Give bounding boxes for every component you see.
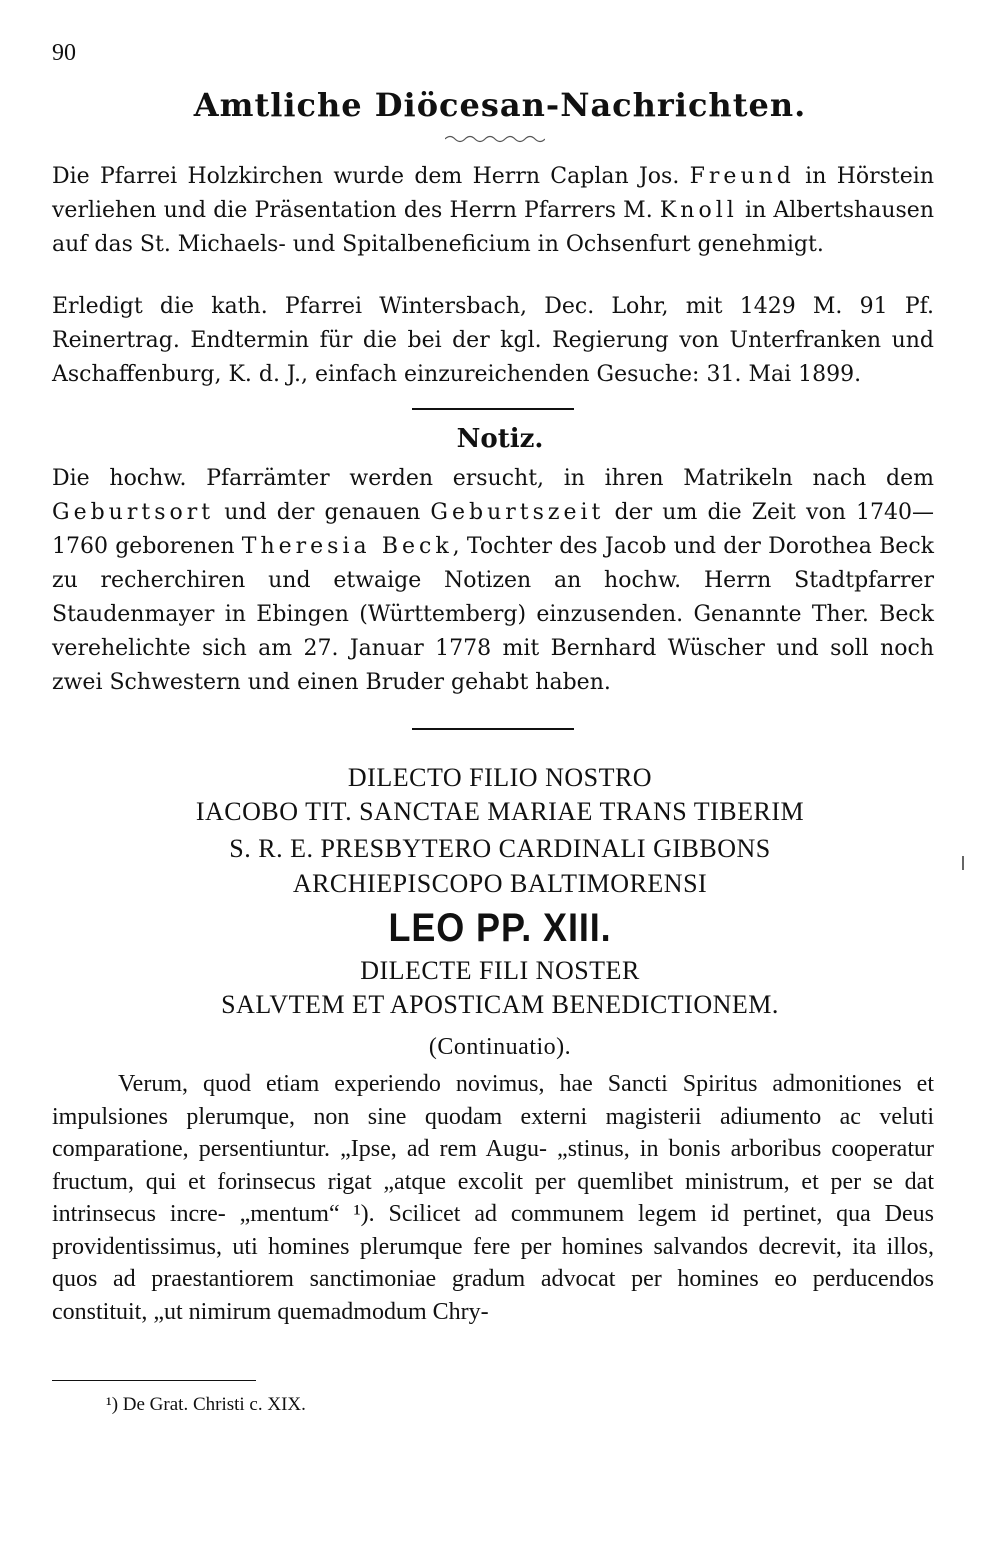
text-run: Die Pfarrei Holzkirchen wurde dem Herrn Caplan Jos. xyxy=(52,164,690,189)
text-run: in Albertshausen auf das St. Michaels- und Spitalbeneficium in Ochsenfurt genehmigt. xyxy=(52,198,934,257)
footnote: ¹) De Grat. Christi c. XIX. xyxy=(106,1394,306,1415)
paragraph-erledigt xyxy=(52,290,934,392)
spaced-geburtszeit: Geburtszeit xyxy=(430,500,605,525)
paragraph-notiz xyxy=(52,462,934,700)
address-line: ARCHIEPISCOPO BALTIMORENSI xyxy=(292,869,708,898)
heading-ornament xyxy=(445,134,545,144)
text-run: , Tochter des Jacob und der Dorothea Beck zu recherchiren und etwaige Notizen an hochw. Herrn Stadtpfarrer Staudenmayer in Ebingen (Württemberg) einzusenden. Genannte Ther. Beck verehelichte sich am 27. Januar 1778 mit Bernhard Wüscher und soll noch zwei Schwestern und einen Bruder gehabt haben. xyxy=(52,534,934,695)
page-number: 90 xyxy=(52,40,76,66)
address-line: S. R. E. PRESBYTERO CARDINALI GIBBONS xyxy=(229,834,771,863)
notiz-heading: Notiz. xyxy=(456,424,544,454)
address-line: DILECTO FILIO NOSTRO xyxy=(347,763,653,792)
spaced-name-freund: Freund xyxy=(689,164,795,189)
salutation-line: DILECTE FILI NOSTER xyxy=(360,956,640,985)
divider xyxy=(412,408,574,410)
latin-body xyxy=(52,1068,934,1328)
divider xyxy=(412,728,574,730)
text-run: der um die Zeit von 1740—1760 geborenen xyxy=(52,500,934,559)
salutation-line: SALVTEM ET APOSTICAM BENEDICTIONEM. xyxy=(221,990,779,1019)
text-run: Die hochw. Pfarrämter werden ersucht, in ihren Matrikeln nach dem xyxy=(52,466,934,491)
address-line: IACOBO TIT. SANCTAE MARIAE TRANS TIBERIM xyxy=(195,797,805,826)
spaced-theresia-beck: Theresia Beck xyxy=(241,534,453,559)
text-run: in Hörstein verliehen und die Präsentation des Herrn Pfarrers M. xyxy=(52,164,935,223)
paragraph-text: Verum, quod etiam experiendo novimus, hae Sancti Spiritus admonitiones et impulsiones plerumque, non sine quodam externi magisterii adiumento ac veluti comparatione, persentiuntur. „Ipse, ad rem Augu- „stinus, in bonis arboribus cooperatur fructum, qui et forinsecus rigat „atque excolit per quemlibet ministrum, et per se dat intrinsecus incre- „mentum“ ¹). Scilicet ad communem legem id pertinet, qua Deus providentissimus, uti homines plerumque fere per homines salvandos decrevit, ita illos, quos ad praestantiorem sanctimoniae gradum advocat per homines eo perducendos constituit, „ut nimirum quemadmodum Chry- xyxy=(52,1071,934,1325)
continuatio-label: (Continuatio). xyxy=(428,1034,572,1060)
footnote-divider xyxy=(52,1380,256,1381)
spaced-geburtsort: Geburtsort xyxy=(52,500,215,525)
spaced-name-knoll: Knoll xyxy=(659,198,738,223)
section-heading-amtliche: Amtliche Diöcesan-Nachrichten. xyxy=(193,86,807,124)
paragraph-pfarrei xyxy=(52,160,934,262)
paragraph-text: Erledigt die kath. Pfarrei Wintersbach, Dec. Lohr, mit 1429 M. 91 Pf. Reinertrag. Endtermin für die bei der kgl. Regierung von Unterfranken und Aschaffenburg, K. d. J., einfach einzureichenden Gesuche: 31. Mai 1899. xyxy=(52,294,934,387)
margin-mark xyxy=(962,856,964,870)
sender-title: LEO PP. XIII. xyxy=(388,906,612,950)
text-run: und der genauen xyxy=(214,500,431,525)
